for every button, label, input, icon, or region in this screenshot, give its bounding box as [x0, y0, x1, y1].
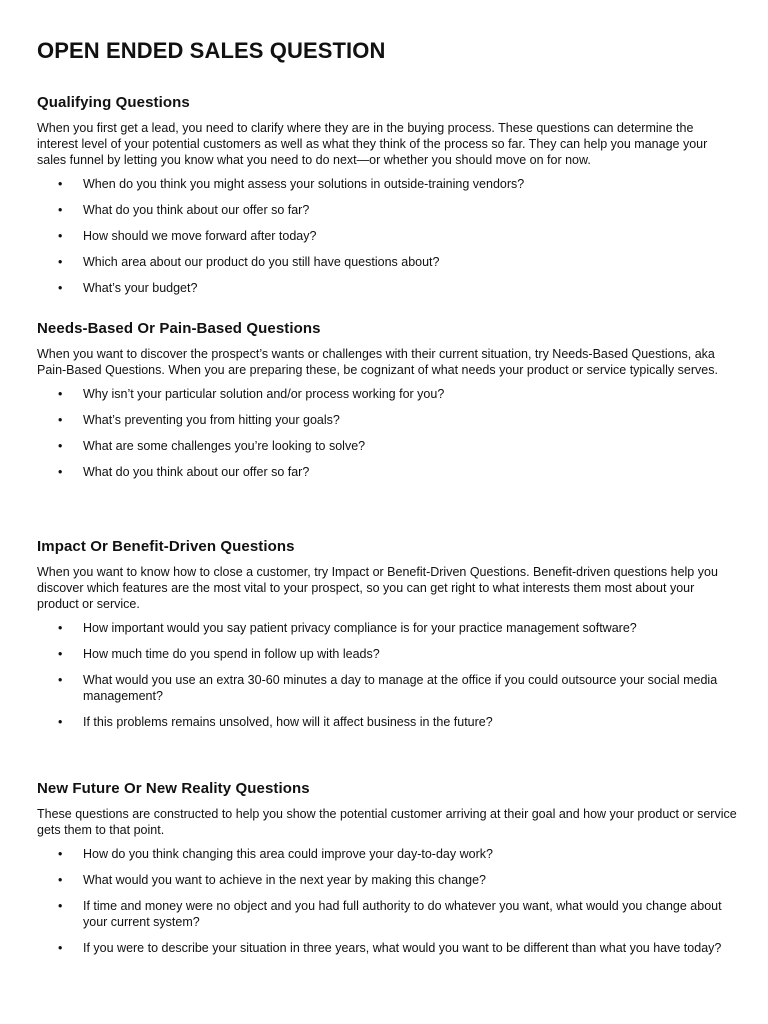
list-item	[37, 254, 737, 270]
section-intro: When you want to discover the prospect’s wants or challenges with their current situation, try Needs-Based Questions, aka Pain-Based Questions. When you are preparing these, be cognizant of what needs your product or service typically serves.	[37, 347, 718, 377]
list-item	[37, 280, 737, 296]
section-heading: Needs-Based Or Pain-Based Questions	[37, 320, 321, 337]
list-item-text: When do you think you might assess your solutions in outside-training vendors?	[83, 177, 525, 191]
list-item	[37, 202, 737, 218]
section-new-future-questions	[37, 779, 737, 966]
bullet-icon: •	[58, 413, 63, 427]
bullet-icon: •	[58, 229, 63, 243]
section-heading: Impact Or Benefit-Driven Questions	[37, 538, 295, 555]
section-intro: When you first get a lead, you need to clarify where they are in the buying process. These questions can determine the interest level of your potential customers as well as what they think of the process so far. They can help you manage your sales funnel by letting you know what you need to do next—or whether you should move on for now.	[37, 121, 708, 167]
list-item-text: How do you think changing this area could improve your day-to-day work?	[83, 847, 493, 861]
list-item-text: If time and money were no object and you had full authority to do whatever you want, what would you change about your current system?	[83, 899, 722, 929]
bullet-icon: •	[58, 899, 63, 913]
question-list	[37, 620, 737, 730]
list-item-text: What’s preventing you from hitting your goals?	[83, 413, 340, 427]
bullet-icon: •	[58, 873, 63, 887]
list-item-text: If this problems remains unsolved, how will it affect business in the future?	[83, 715, 493, 729]
bullet-icon: •	[58, 465, 63, 479]
list-item	[37, 846, 737, 862]
question-list	[37, 846, 737, 956]
list-item-text: What’s your budget?	[83, 281, 198, 295]
list-item	[37, 714, 737, 730]
section-intro: When you want to know how to close a customer, try Impact or Benefit-Driven Questions. Benefit-driven questions help you discover which features are the most vital to your prospect, so you can get right to what interests them most about your product or service.	[37, 565, 718, 611]
list-item-text: How important would you say patient privacy compliance is for your practice management software?	[83, 621, 637, 635]
section-qualifying-questions	[37, 93, 737, 306]
bullet-icon: •	[58, 177, 63, 191]
bullet-icon: •	[58, 255, 63, 269]
list-item-text: What do you think about our offer so far?	[83, 203, 310, 217]
section-needs-based-questions	[37, 319, 737, 490]
section-intro: These questions are constructed to help you show the potential customer arriving at their goal and how your product or service gets them to that point.	[37, 807, 737, 837]
section-impact-benefit-questions	[37, 537, 737, 740]
list-item	[37, 620, 737, 636]
list-item-text: What are some challenges you’re looking to solve?	[83, 439, 366, 453]
list-item	[37, 646, 737, 662]
bullet-icon: •	[58, 673, 63, 687]
list-item	[37, 940, 737, 956]
question-list	[37, 176, 737, 296]
list-item-text: What would you use an extra 30-60 minutes a day to manage at the office if you could outsource your social media management?	[83, 673, 718, 703]
list-item	[37, 412, 737, 428]
list-item-text: How should we move forward after today?	[83, 229, 317, 243]
section-heading: Qualifying Questions	[37, 94, 190, 111]
bullet-icon: •	[58, 203, 63, 217]
list-item	[37, 228, 737, 244]
bullet-icon: •	[58, 647, 63, 661]
list-item-text: Why isn’t your particular solution and/or process working for you?	[83, 387, 445, 401]
list-item	[37, 872, 737, 888]
list-item	[37, 438, 737, 454]
bullet-icon: •	[58, 439, 63, 453]
list-item	[37, 464, 737, 480]
list-item	[37, 898, 737, 930]
list-item	[37, 386, 737, 402]
bullet-icon: •	[58, 281, 63, 295]
bullet-icon: •	[58, 941, 63, 955]
section-heading: New Future Or New Reality Questions	[37, 780, 310, 797]
bullet-icon: •	[58, 847, 63, 861]
list-item	[37, 672, 737, 704]
list-item-text: What do you think about our offer so far?	[83, 465, 310, 479]
page-title: OPEN ENDED SALES QUESTION	[37, 38, 386, 63]
question-list	[37, 386, 737, 480]
list-item-text: Which area about our product do you still have questions about?	[83, 255, 440, 269]
list-item	[37, 176, 737, 192]
bullet-icon: •	[58, 387, 63, 401]
list-item-text: If you were to describe your situation in three years, what would you want to be different than what you have today?	[83, 941, 722, 955]
bullet-icon: •	[58, 621, 63, 635]
list-item-text: What would you want to achieve in the next year by making this change?	[83, 873, 487, 887]
bullet-icon: •	[58, 715, 63, 729]
list-item-text: How much time do you spend in follow up with leads?	[83, 647, 380, 661]
